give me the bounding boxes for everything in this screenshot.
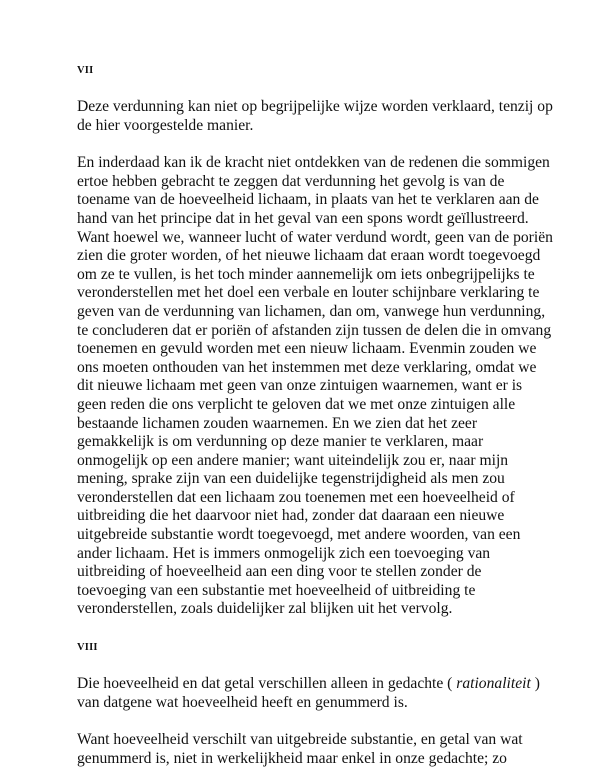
text-segment: Die hoeveelheid en dat getal verschillen alleen in gedachte (: [77, 675, 457, 693]
text-line: Want hoewel we, wanneer lucht of water verdund wordt, geen van de poriën: [77, 228, 553, 246]
text-line: onmogelijk op een andere manier; want uiteindelijk zou er, naar mijn: [77, 451, 509, 469]
section-vii-paragraph-2: [77, 154, 553, 619]
text-line: toename van de hoeveelheid lichaam, in plaats van het te verklaren aan de: [77, 191, 539, 209]
text-line: ertoe hebben gebracht te zeggen dat verdunning het gevolg is van de: [77, 172, 505, 190]
text-line: geen reden die ons verplicht te geloven dat we met onze zintuigen alle: [77, 395, 516, 413]
text-line: te concluderen dat er poriën of afstanden zijn tussen de delen die in omvang: [77, 321, 552, 339]
text-line: mening, sprake zijn van een duidelijke tegenstrijdigheid als men zou: [77, 470, 505, 488]
text-line: toevoeging van een substantie met hoeveelheid of uitbreiding te: [77, 581, 476, 599]
section-viii-paragraph-2: [77, 731, 537, 768]
text-line: Deze verdunning kan niet op begrijpelijke wijze worden verklaard, tenzij op: [77, 98, 553, 115]
section-heading-viii: VIII: [77, 642, 98, 654]
text-line: geven van de verdunning van lichamen, dan om, vanwege hun verdunning,: [77, 302, 546, 320]
text-line: Want hoeveelheid verschilt van uitgebreide substantie, en getal van wat: [77, 731, 523, 749]
text-line: om ze te vullen, is het toch minder aannemelijk om iets onbegrijpelijks te: [77, 265, 535, 283]
text-line: dit nieuwe lichaam met geen van onze zintuigen waarnemen, want er is: [77, 377, 523, 395]
text-segment: ): [530, 675, 540, 693]
section-viii-paragraph-1: [77, 675, 540, 712]
text-line: veronderstellen dat een lichaam zou toenemen met een hoeveelheid of: [77, 488, 515, 506]
text-line: uitbreiding of hoeveelheid aan een ding voor te stellen zonder de: [77, 563, 482, 581]
text-line: uitbreiding die het daarvoor niet had, zonder dat daaraan een nieuwe: [77, 507, 505, 525]
text-line: veronderstellen, zoals duidelijker zal blijken uit het vervolg.: [77, 600, 453, 618]
text-line: ander lichaam. Het is immers onmogelijk zich een toevoeging van: [77, 544, 491, 562]
page-content: [77, 64, 553, 768]
text-line: bestaande lichamen zouden waarnemen. En we zien dat het zeer: [77, 414, 478, 432]
text-line: [77, 675, 540, 694]
text-line: En inderdaad kan ik de kracht niet ontdekken van de redenen die sommigen: [77, 154, 550, 172]
text-line: toenemen en gevuld worden met een nieuw lichaam. Evenmin zouden we: [77, 340, 537, 358]
text-line: hand van het principe dat in het geval van een spons wordt geïllustreerd.: [77, 209, 529, 227]
italic-term: rationaliteit: [456, 675, 531, 693]
text-line: de hier voorgestelde manier.: [77, 116, 254, 134]
text-line: ons moeten onthouden van het instemmen met deze verklaring, omdat we: [77, 358, 537, 376]
text-line: veronderstellen met het doel een verbale en louter schijnbare verklaring te: [77, 284, 540, 302]
text-line: zien die groter worden, of het nieuwe lichaam dat eraan wordt toegevoegd: [77, 247, 541, 265]
section-vii-paragraph-1: [77, 98, 553, 135]
text-line: genummerd is, niet in werkelijkheid maar enkel in onze gedachte; zo: [77, 749, 507, 767]
text-line: gemakkelijk is om verdunning op deze manier te verklaren, maar: [77, 433, 484, 451]
section-heading-vii: VII: [77, 65, 94, 76]
text-line: van datgene wat hoeveelheid heeft en genummerd is.: [77, 693, 408, 711]
text-line: uitgebreide substantie wordt toegevoegd, met andere woorden, van een: [77, 526, 521, 544]
